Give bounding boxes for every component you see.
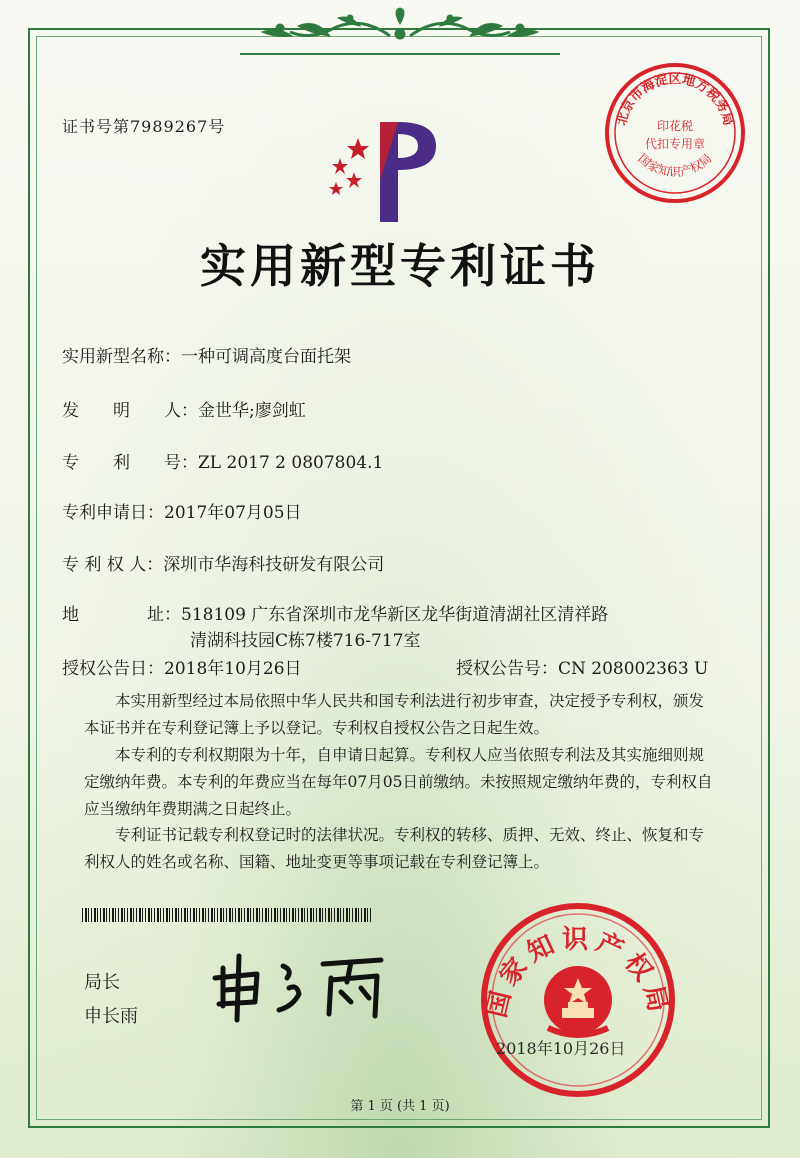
address-row xyxy=(62,600,608,625)
main-seal-ring-text: 国家知识产权局 xyxy=(481,925,675,1021)
tax-seal-bottom-text: 国家知识产权局 xyxy=(635,151,715,179)
tax-seal-line2: 代扣专用章 xyxy=(644,137,706,151)
certificate-number: 证书号第7989267号 xyxy=(62,117,226,136)
filing-date-value: 2017年07月05日 xyxy=(164,503,302,523)
patent-number-label: 专 利 号： xyxy=(62,453,198,473)
inventor-value: 金世华;廖剑虹 xyxy=(198,401,306,421)
svg-text:国家知识产权局 xyxy=(635,151,714,179)
certificate-title: 实用新型专利证书 xyxy=(200,239,600,293)
ornament-icon xyxy=(240,6,560,76)
grant-number-value: CN 208002363 U xyxy=(558,659,709,679)
inventor-label: 发 明 人： xyxy=(62,401,198,421)
address-line-1: 518109 广东省深圳市龙华新区龙华街道清湖社区清祥路 xyxy=(181,605,609,625)
cnipa-logo-icon xyxy=(318,110,468,230)
director-signature xyxy=(205,948,405,1028)
utility-model-name-value: 一种可调高度台面托架 xyxy=(181,347,351,367)
patentee-row xyxy=(62,550,384,575)
tax-stamp-seal xyxy=(600,58,750,208)
patent-number-value: ZL 2017 2 0807804.1 xyxy=(198,453,384,473)
utility-model-name-label: 实用新型名称： xyxy=(62,347,181,367)
patentee-label: 专 利 权 人： xyxy=(62,555,164,575)
address-line-2: 清湖科技园C栋7楼716-717室 xyxy=(190,631,421,651)
director-name: 申长雨 xyxy=(84,1006,138,1027)
body-paragraph-3: 专利证书记载专利权登记时的法律状况。专利权的转移、质押、无效、终止、恢复和专利权人的姓名或名称、国籍、地址变更等事项记载在专利登记簿上。 xyxy=(84,826,705,871)
address-label: 地 址： xyxy=(62,605,181,625)
body-paragraph-1: 本实用新型经过本局依照中华人民共和国专利法进行初步审查，决定授予专利权，颁发本证书并在专利登记簿上予以登记。专利权自授权公告之日起生效。 xyxy=(84,692,705,737)
utility-model-name-row xyxy=(62,342,351,367)
grant-date-value: 2018年10月26日 xyxy=(164,659,302,679)
body-paragraph-2: 本专利的专利权期限为十年，自申请日起算。专利权人应当依照专利法及其实施细则规定缴纳年费。本专利的年费应当在每年07月05日前缴纳。未按照规定缴纳年费的，专利权自应当缴纳年费期满之日起终止。 xyxy=(84,746,713,818)
patent-number-row xyxy=(62,448,383,473)
grant-number-label: 授权公告号： xyxy=(456,659,558,679)
grant-date-label: 授权公告日： xyxy=(62,659,164,679)
filing-date-row xyxy=(62,498,302,523)
national-emblem-icon xyxy=(544,966,612,1035)
barcode xyxy=(82,908,372,922)
grant-date-row xyxy=(62,654,302,679)
cnipa-official-seal xyxy=(478,900,678,1100)
director-title: 局长 xyxy=(84,972,120,993)
filing-date-label: 专利申请日： xyxy=(62,503,164,523)
inventor-row xyxy=(62,396,306,421)
tax-seal-ring-text: 北京市海淀区地方税务局 xyxy=(614,72,736,128)
tax-seal-line1: 印花税 xyxy=(656,119,694,133)
page-number: 第 1 页 (共 1 页) xyxy=(350,1099,450,1114)
grant-number-row xyxy=(456,654,708,679)
patentee-value: 深圳市华海科技研发有限公司 xyxy=(163,555,385,575)
seal-date: 2018年10月26日 xyxy=(496,1039,626,1058)
